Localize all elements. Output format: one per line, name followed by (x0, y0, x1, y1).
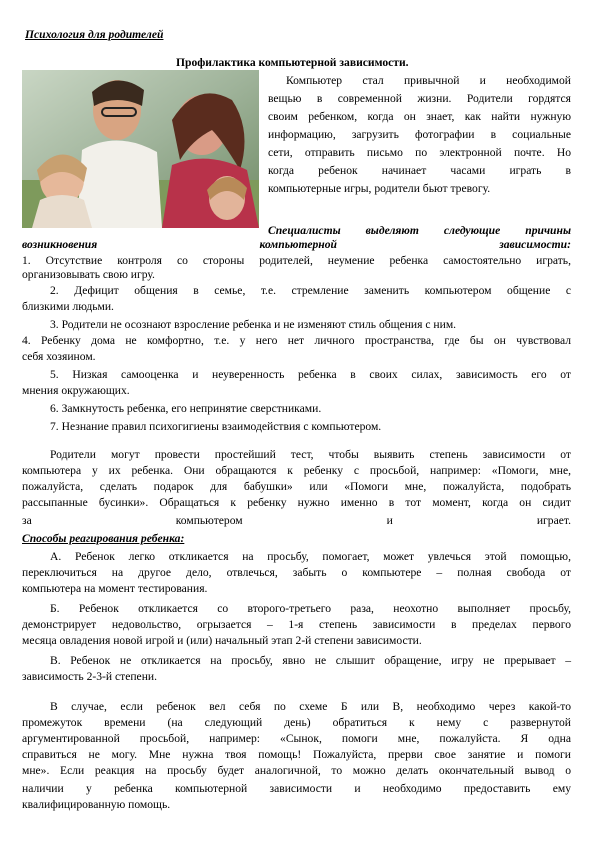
final-line: квалифицированную помощь. (22, 798, 171, 811)
cause-item: 5. Низкая самооценка и неуверенность ребенка в своих силах, зависимость его от (50, 368, 571, 381)
test-line: рассыпанные бусинки». Обращаться к ребенку нужно именно в тот момент, когда он сидит (22, 496, 571, 509)
test-line: Родители могут провести простейший тест, чтобы выявить степень зависимости от (50, 448, 571, 461)
final-line: В случае, если ребенок вел себя по схеме Б или В, необходимо через какой-то (50, 700, 571, 713)
reaction-line: Б. Ребенок откликается со второго-третьего раза, неохотно выполняет просьбу, (50, 602, 571, 615)
cause-item: организовывать свою игру. (22, 268, 155, 281)
reaction-line: месяца овладения новой игрой и (или) начальный этап 2-й степени зависимости. (22, 634, 422, 647)
intro-line: когда ребенок начинает часами играть в (268, 164, 571, 177)
cause-item: 2. Дефицит общения в семье, т.е. стремление заменить компьютером общение с (50, 284, 571, 297)
intro-line: информацию, загрузить фотографии в социальные (268, 128, 571, 141)
reaction-line: зависимость 2-3-й степени. (22, 670, 158, 683)
cause-item: себя хозяином. (22, 350, 96, 363)
reaction-line: В. Ребенок не откликается на просьбу, явно не слышит обращение, игру не прерывает – (50, 654, 571, 667)
family-photo-image (22, 70, 259, 228)
final-line: мне». Если реакция на просьбу будет аналогичной, то можно делать окончательный вывод о (22, 764, 571, 777)
cause-item: 4. Ребенку дома не комфортно, т.е. у него нет личного пространства, где бы он чувствовал (22, 334, 571, 347)
intro-line: Компьютер стал привычной и необходимой (286, 74, 571, 87)
family-photo (22, 70, 259, 228)
reaction-line: демонстрирует недовольство, огрызается – 1-я степень зависимости в пределах первого (22, 618, 571, 631)
cause-item: мнения окружающих. (22, 384, 130, 397)
cause-item: 6. Замкнутость ребенка, его непринятие сверстниками. (50, 402, 322, 415)
intro-line: вещью в современной жизни. Родители гордятся (268, 92, 571, 105)
causes-heading-line-2: возникновения компьютерной зависимости: (22, 238, 571, 251)
causes-heading-line-1: Специалисты выделяют следующие причины (268, 224, 571, 237)
final-line: промежуток времени (на следующий день) обратиться к нему с развернутой (22, 716, 571, 729)
header-label: Психология для родителей (25, 28, 164, 41)
reaction-line: А. Ребенок легко откликается на просьбу, помогает, может увлечься этой помощью, (50, 550, 571, 563)
cause-item: близкими людьми. (22, 300, 114, 313)
test-line: пожалуйста, сделать подарок для бабушки» или «Помоги мне, пожалуйста, подобрать (22, 480, 571, 493)
test-line: за компьютером и играет. (22, 514, 571, 527)
reaction-line: переключиться на другое дело, отвлечься, забыть о компьютере – полная свобода от (22, 566, 571, 579)
reaction-line: компьютера на момент тестирования. (22, 582, 208, 595)
cause-item: 1. Отсутствие контроля со стороны родителей, неумение ребенка самостоятельно играть, (22, 254, 571, 267)
final-line: аргументированной просьбой, например: «Сынок, помоги мне, пожалуйста. Я одна (22, 732, 571, 745)
intro-line: компьютерные игры, родители бьют тревогу. (268, 182, 491, 195)
final-line: наличии у ребенка компьютерной зависимости и необходимо предоставить ему (22, 782, 571, 795)
reactions-heading: Способы реагирования ребенка: (22, 532, 185, 545)
intro-line: сети, отправить письмо по электронной почте. Но (268, 146, 571, 159)
test-line: компьютера у их ребенка. Они обращаются к ребенку с просьбой, например: «Помоги, мне, (22, 464, 571, 477)
intro-line: своим ребенком, когда он знает, как найти нужную (268, 110, 571, 123)
page-title: Профилактика компьютерной зависимости. (176, 56, 409, 69)
final-line: справиться не могу. Мне нужна твоя помощь! Пожалуйста, прерви свое занятие и помоги (22, 748, 571, 761)
cause-item: 3. Родители не осознают взросление ребенка и не изменяют стиль общения с ним. (50, 318, 457, 331)
cause-item: 7. Незнание правил психогигиены взаимодействия с компьютером. (50, 420, 382, 433)
